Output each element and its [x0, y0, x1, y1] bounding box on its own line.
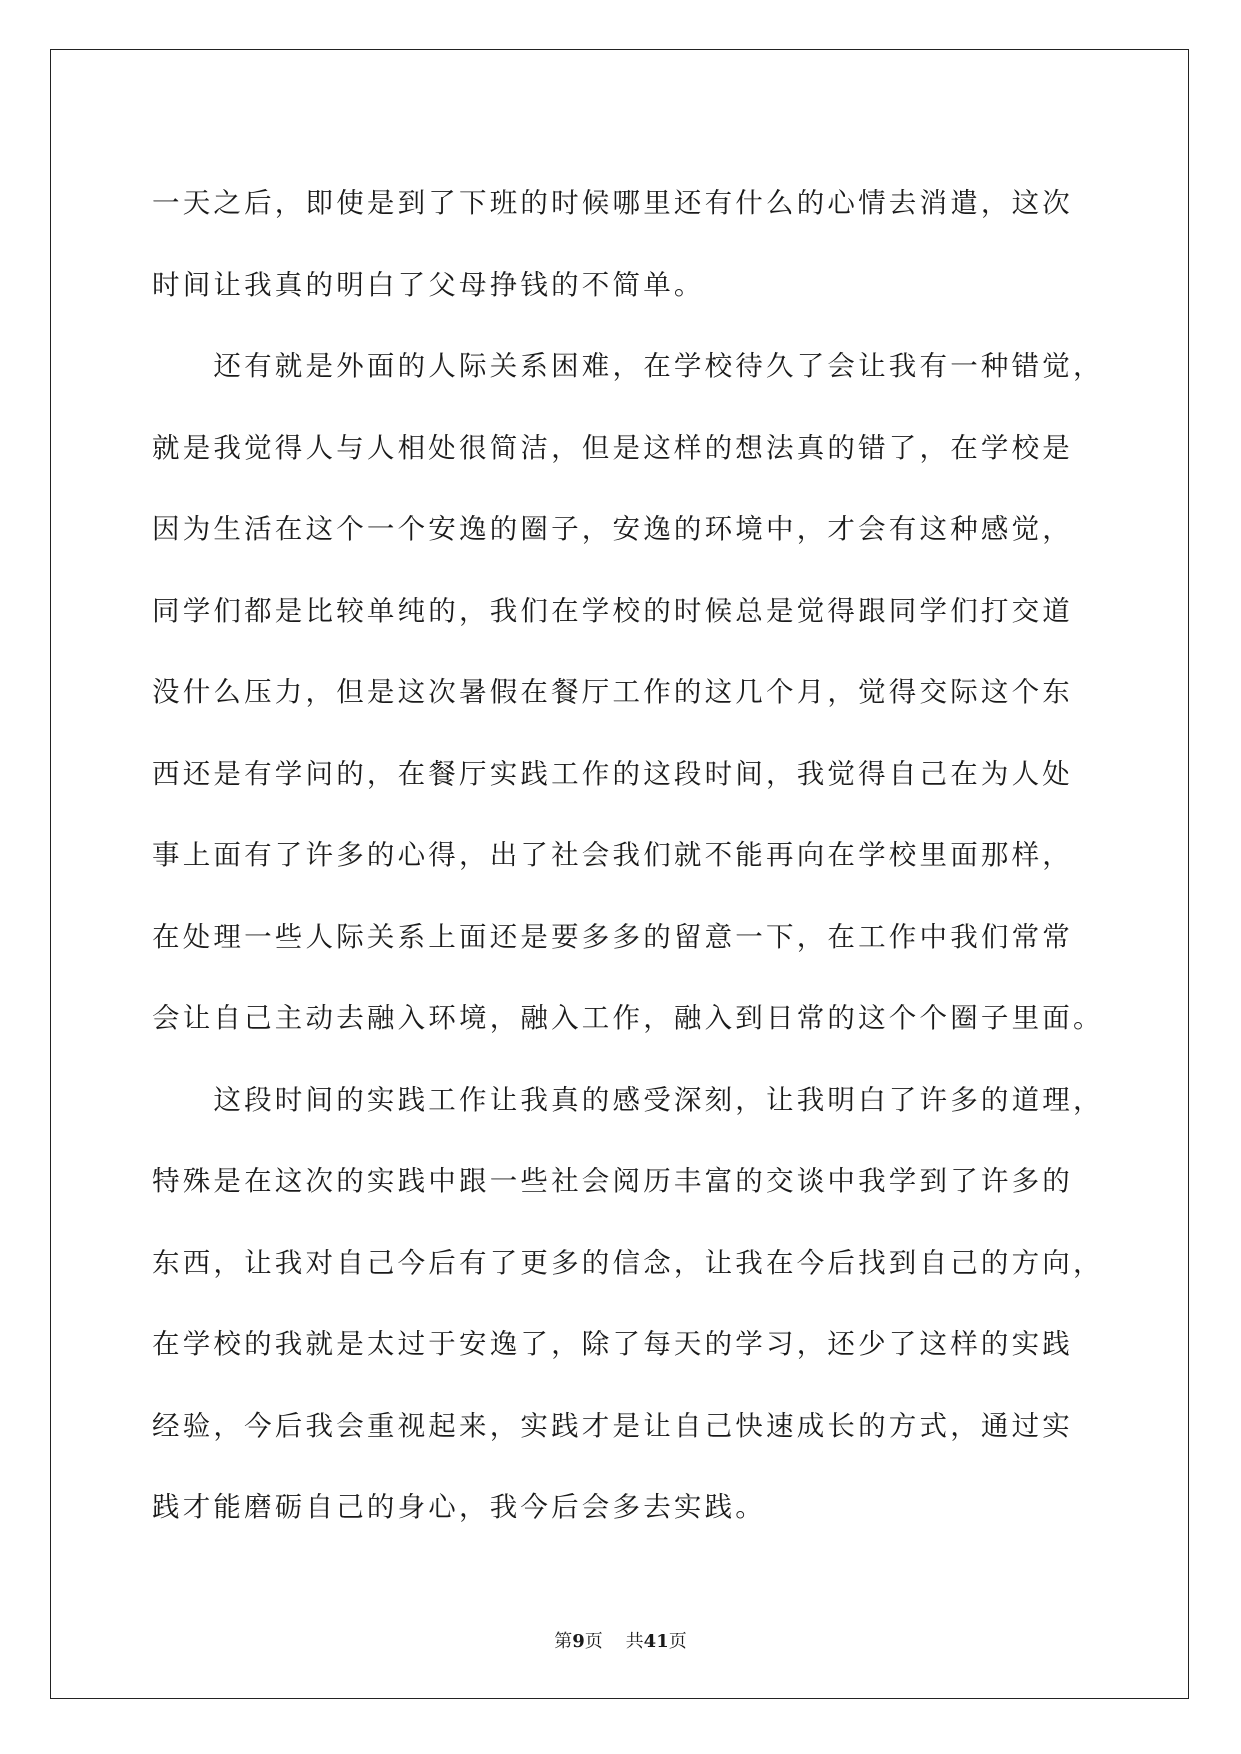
text-line: 因为生活在这个一个安逸的圈子，安逸的环境中，才会有这种感觉， [152, 513, 1073, 545]
paragraph-2 [152, 326, 1104, 1060]
total-pages: 41 [643, 1631, 669, 1652]
text-line: 就是我觉得人与人相处很简洁，但是这样的想法真的错了，在学校是 [152, 431, 1073, 464]
paragraph-1 [152, 163, 1092, 326]
text-line: 在学校的我就是太过于安逸了，除了每天的学习，还少了这样的实践 [152, 1328, 1073, 1360]
total-suffix: 页 [668, 1631, 687, 1652]
page-suffix: 页 [584, 1631, 603, 1652]
text-line: 这段时间的实践工作让我真的感受深刻，让我明白了许多的道理， [152, 1083, 1104, 1116]
page-number: 9 [572, 1631, 585, 1652]
text-line: 同学们都是比较单纯的，我们在学校的时候总是觉得跟同学们打交道 [152, 594, 1073, 627]
text-line: 特殊是在这次的实践中跟一些社会阅历丰富的交谈中我学到了许多的 [152, 1165, 1073, 1197]
text-line: 在处理一些人际关系上面还是要多多的留意一下，在工作中我们常常 [152, 920, 1073, 953]
page-footer [0, 1627, 1241, 1653]
text-line: 践才能磨砺自己的身心，我今后会多去实践。 [152, 1491, 766, 1523]
text-line: 事上面有了许多的心得，出了社会我们就不能再向在学校里面那样， [152, 839, 1073, 871]
text-line: 一天之后，即使是到了下班的时候哪里还有什么的心情去消遣，这次 [152, 187, 1073, 219]
text-line: 经验，今后我会重视起来，实践才是让自己快速成长的方式，通过实 [152, 1409, 1073, 1442]
text-line: 没什么压力，但是这次暑假在餐厅工作的这几个月，觉得交际这个东 [152, 676, 1073, 708]
paragraph-3 [152, 1060, 1104, 1549]
total-prefix: 共 [625, 1631, 644, 1652]
text-line: 东西，让我对自己今后有了更多的信念，让我在今后找到自己的方向， [152, 1246, 1104, 1279]
text-line: 时间让我真的明白了父母挣钱的不简单。 [152, 268, 705, 301]
text-line: 会让自己主动去融入环境，融入工作，融入到日常的这个个圈子里面。 [152, 1002, 1104, 1034]
text-line: 还有就是外面的人际关系困难，在学校待久了会让我有一种错觉， [152, 350, 1104, 382]
text-line: 西还是有学问的，在餐厅实践工作的这段时间，我觉得自己在为人处 [152, 757, 1073, 790]
document-body [152, 163, 1104, 1549]
page-prefix: 第 [554, 1631, 573, 1652]
